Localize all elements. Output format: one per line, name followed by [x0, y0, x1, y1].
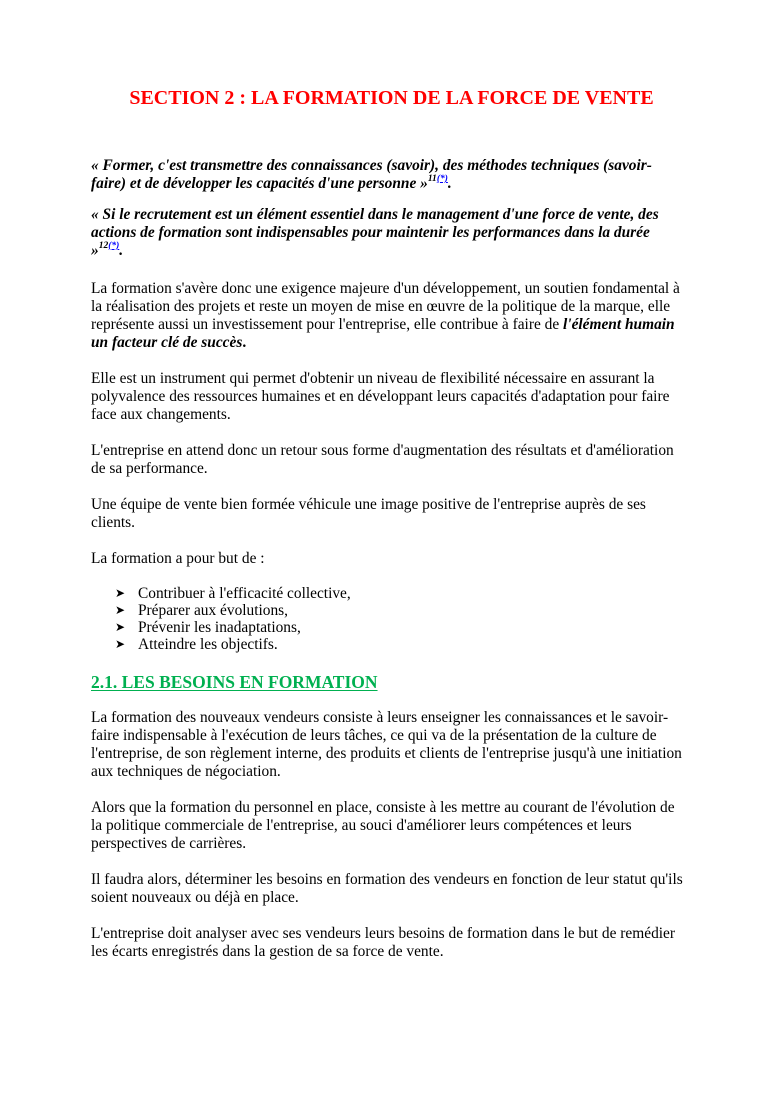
list-item: [115, 602, 684, 619]
list-item-text: Atteindre les objectifs.: [138, 636, 278, 653]
quote-text: « Former, c'est transmettre des connaissances (savoir), des méthodes techniques (savoir-faire) et de développer les capacités d'une personne »: [91, 157, 652, 192]
paragraph-exigence: [91, 280, 684, 352]
list-item: [115, 619, 684, 636]
section-title: SECTION 2 : LA FORMATION DE LA FORCE DE VENTE: [129, 87, 654, 109]
arrowhead-bullet-icon: ➤: [115, 603, 126, 617]
paragraph-image: Une équipe de vente bien formée véhicule une image positive de l'entreprise auprès de ses clients.: [91, 496, 646, 531]
paragraph-determiner-besoins: Il faudra alors, déterminer les besoins en formation des vendeurs en fonction de leur statut qu'ils soient nouveaux ou déjà en place.: [91, 871, 683, 906]
paragraph-text: La formation s'avère donc une exigence majeure d'un développement, un soutien fondamental à la réalisation des projets et reste un moyen de mise en œuvre de la politique de la marque, elle représente aussi un investissement pour l'entreprise, elle contribue à faire de: [91, 280, 680, 333]
paragraph-end: .: [242, 334, 247, 351]
footnote-link[interactable]: (*): [108, 241, 120, 251]
paragraph-nouveaux-vendeurs: La formation des nouveaux vendeurs consiste à leurs enseigner les connaissances et le savoir-faire indispensable à l'exécution de leurs tâches, ce qui va de la présentation de la culture de l'entreprise, de son règlement interne, des produits et clients de l'entreprise jusqu'à une initiation aux techniques de négociation.: [91, 709, 682, 780]
document-page: [0, 86, 768, 1110]
arrowhead-bullet-icon: ➤: [115, 586, 126, 600]
list-item-text: Préparer aux évolutions,: [138, 602, 289, 619]
list-item-text: Prévenir les inadaptations,: [138, 619, 301, 636]
footnote-ref[interactable]: [99, 241, 120, 251]
paragraph-retour: L'entreprise en attend donc un retour sous forme d'augmentation des résultats et d'amélioration de sa performance.: [91, 442, 674, 477]
quote-former: [91, 157, 684, 193]
objectives-list: [91, 585, 684, 653]
quote-end: .: [119, 242, 124, 259]
paragraph-analyser-besoins: L'entreprise doit analyser avec ses vendeurs leurs besoins de formation dans le but de remédier les écarts enregistrés dans la gestion de sa force de vente.: [91, 925, 675, 960]
quote-text: « Si le recrutement est un élément essentiel dans le management d'une force de vente, des actions de formation sont indispensables pour maintenir les performances dans la durée »: [91, 206, 659, 259]
list-item: [115, 636, 684, 653]
footnote-ref[interactable]: [428, 174, 448, 184]
arrowhead-bullet-icon: ➤: [115, 637, 126, 651]
quote-end: .: [447, 175, 452, 192]
footnote-number: 12: [98, 241, 109, 251]
list-item: [115, 585, 684, 602]
paragraph-emphasis: l'élément humain un facteur clé de succès: [91, 316, 675, 351]
paragraph-but: La formation a pour but de :: [91, 550, 265, 567]
section-heading-besoins: 2.1. LES BESOINS EN FORMATION: [91, 672, 378, 692]
paragraph-personnel-en-place: Alors que la formation du personnel en place, consiste à les mettre au courant de l'évolution de la politique commerciale de l'entreprise, au souci d'améliorer leurs compétences et leurs perspectives de carrières.: [91, 799, 675, 852]
quote-recrutement: [91, 206, 684, 260]
arrowhead-bullet-icon: ➤: [115, 620, 126, 634]
footnote-link[interactable]: (*): [436, 174, 448, 184]
footnote-number: 11: [427, 174, 437, 184]
paragraph-flexibilite: Elle est un instrument qui permet d'obtenir un niveau de flexibilité nécessaire en assurant la polyvalence des ressources humaines et en développant leurs capacités d'adaptation pour faire face aux changements.: [91, 370, 670, 423]
list-item-text: Contribuer à l'efficacité collective,: [138, 585, 351, 602]
